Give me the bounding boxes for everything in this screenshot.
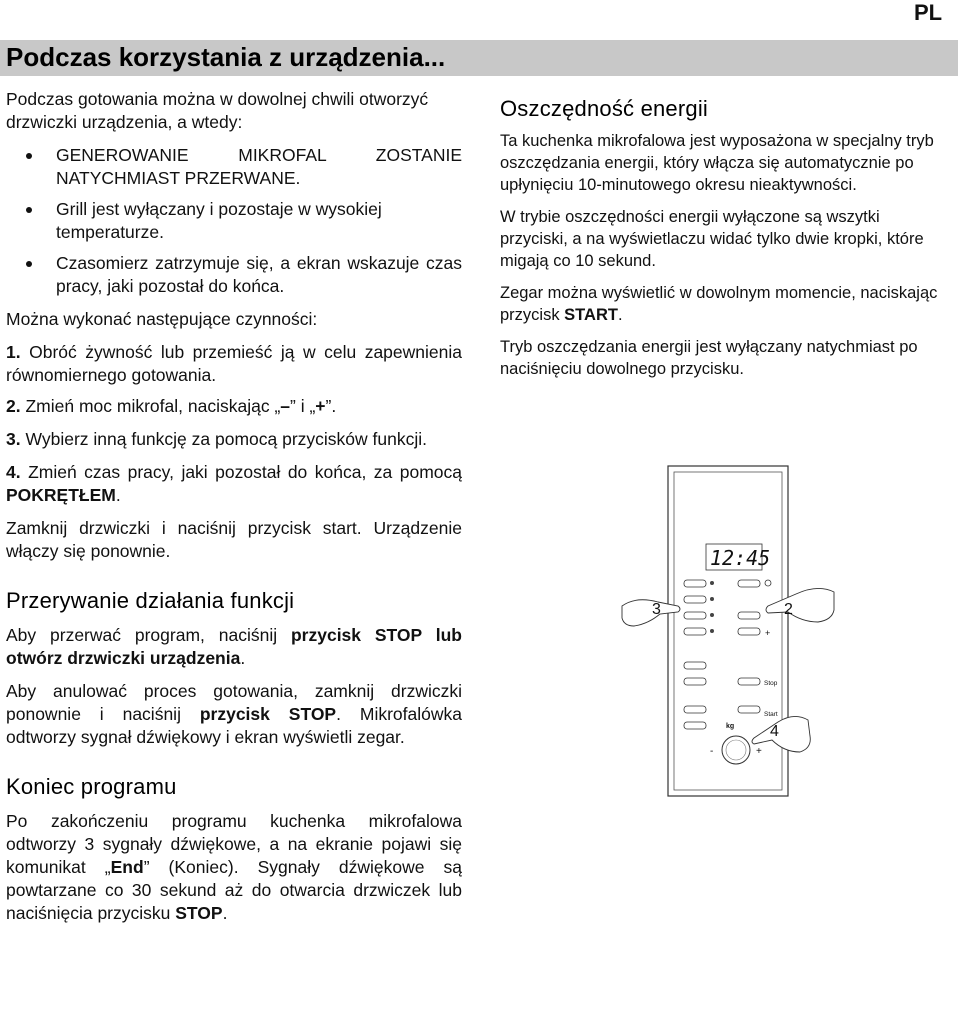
bullet-icon: [26, 207, 32, 213]
step-text: Zmień czas pracy, jaki pozostał do końca, za pomocą: [28, 462, 462, 482]
step-4: [6, 461, 462, 507]
step-text: Zmień moc mikrofal, naciskając „: [25, 396, 281, 416]
plus-label: +: [765, 628, 771, 638]
bullet-list: [6, 144, 462, 298]
dial-name: POKRĘTŁEM: [6, 485, 116, 505]
paragraph-text: Aby przerwać program, naciśnij: [6, 625, 291, 645]
bullet-text: Czasomierz zatrzymuje się, a ekran wskazuje czas pracy, jaki pozostał do końca.: [56, 253, 462, 296]
paragraph-text: ” (Koniec). Sygnały dźwiękowe są powtarzane co 30 sekund aż do otwarcia drzwiczek lub naciśnięcia przycisku: [6, 857, 462, 923]
step-3: [6, 428, 462, 451]
end-program-paragraph: [6, 810, 462, 925]
step-number: 1.: [6, 342, 21, 362]
end-program-heading: Koniec programu: [6, 774, 177, 799]
bold-text: End: [110, 857, 144, 877]
bold-text: START: [564, 306, 618, 324]
bullet-icon: [26, 153, 32, 159]
kg-label: kg: [726, 723, 735, 730]
step-text: Obróć żywność lub przemieść ją w celu zapewnienia równomiernego gotowania.: [6, 342, 462, 385]
display-time: 12:45: [710, 546, 771, 570]
intro-paragraph: Podczas gotowania można w dowolnej chwili otworzyć drzwiczki urządzenia, a wtedy:: [6, 89, 429, 132]
paragraph-text: Zegar można wyświetlić w dowolnym momencie, naciskając przycisk: [500, 284, 938, 324]
dial-minus-label: -: [710, 746, 714, 757]
step-number: 3.: [6, 429, 21, 449]
page-title: Podczas korzystania z urządzenia...: [6, 42, 446, 72]
interrupt-heading: Przerywanie działania funkcji: [6, 588, 295, 613]
close-door-paragraph: Zamknij drzwiczki i naciśnij przycisk start. Urządzenie włączy się ponownie.: [6, 518, 462, 561]
bullet-item: [6, 144, 462, 190]
interrupt-paragraph-2: [6, 680, 462, 749]
paragraph-text: .: [240, 648, 246, 668]
step-text: ”.: [325, 396, 337, 416]
step-text: ” i „: [290, 396, 316, 416]
callout-4: 4: [770, 723, 779, 740]
paragraph-text: Po zakończeniu programu kuchenka mikrofalowa odtworzy 3 sygnały dźwiękowe, a na ekranie pojawi się komunikat „: [6, 811, 462, 877]
bullet-item: [6, 252, 462, 298]
dial-plus-label: +: [756, 746, 762, 757]
bullet-text: GENEROWANIE MIKROFAL ZOSTANIE NATYCHMIAST PRZERWANE.: [56, 145, 462, 188]
bullet-item: [6, 198, 462, 244]
energy-paragraph-3: [500, 282, 950, 326]
plus-symbol: +: [315, 396, 326, 416]
actions-intro: Można wykonać następujące czynności:: [6, 309, 318, 329]
callout-2: 2: [784, 601, 793, 618]
bullet-text: Grill jest wyłączany i pozostaje w wysokiej temperaturze.: [56, 199, 382, 242]
energy-paragraph-1: Ta kuchenka mikrofalowa jest wyposażona w specjalny tryb oszczędzania energii, który włącza się automatycznie po upłynięciu 10-minutowego okresu nieaktywności.: [500, 132, 934, 194]
paragraph-text: Aby anulować proces gotowania, zamknij drzwiczki ponownie i naciśnij: [6, 681, 462, 724]
step-text: Wybierz inną funkcję za pomocą przycisków funkcji.: [25, 429, 428, 449]
right-column: [500, 98, 950, 380]
callout-3: 3: [652, 601, 661, 618]
left-column: [6, 88, 462, 925]
interrupt-paragraph-1: [6, 624, 462, 670]
language-label: PL: [914, 0, 943, 25]
start-label: Start: [764, 711, 778, 718]
step-number: 4.: [6, 462, 21, 482]
stop-label: Stop: [764, 680, 778, 687]
control-panel-illustration: [618, 456, 838, 806]
step-number: 2.: [6, 396, 21, 416]
energy-saving-heading: Oszczędność energii: [500, 96, 709, 121]
step-2: [6, 395, 462, 418]
minus-symbol: –: [280, 396, 291, 416]
section-banner: [0, 40, 958, 76]
paragraph-text: . Mikrofalówka odtworzy sygnał dźwiękowy i ekran wyświetli zegar.: [6, 704, 462, 747]
step-text: .: [115, 485, 121, 505]
energy-paragraph-4: Tryb oszczędzania energii jest wyłączany natychmiast po naciśnięciu dowolnego przycisku.: [500, 338, 918, 378]
bullet-icon: [26, 261, 32, 267]
paragraph-text: .: [222, 903, 228, 923]
bold-text: przycisk STOP lub otwórz drzwiczki urządzenia: [6, 625, 463, 668]
bold-text: przycisk STOP: [199, 704, 337, 724]
bold-text: STOP: [175, 903, 223, 923]
paragraph-text: .: [617, 306, 623, 324]
energy-paragraph-2: W trybie oszczędności energii wyłączone są wszytki przyciski, a na wyświetlaczu widać tylko dwie kropki, które migają co 10 sekund.: [500, 208, 924, 270]
step-1: [6, 341, 462, 387]
